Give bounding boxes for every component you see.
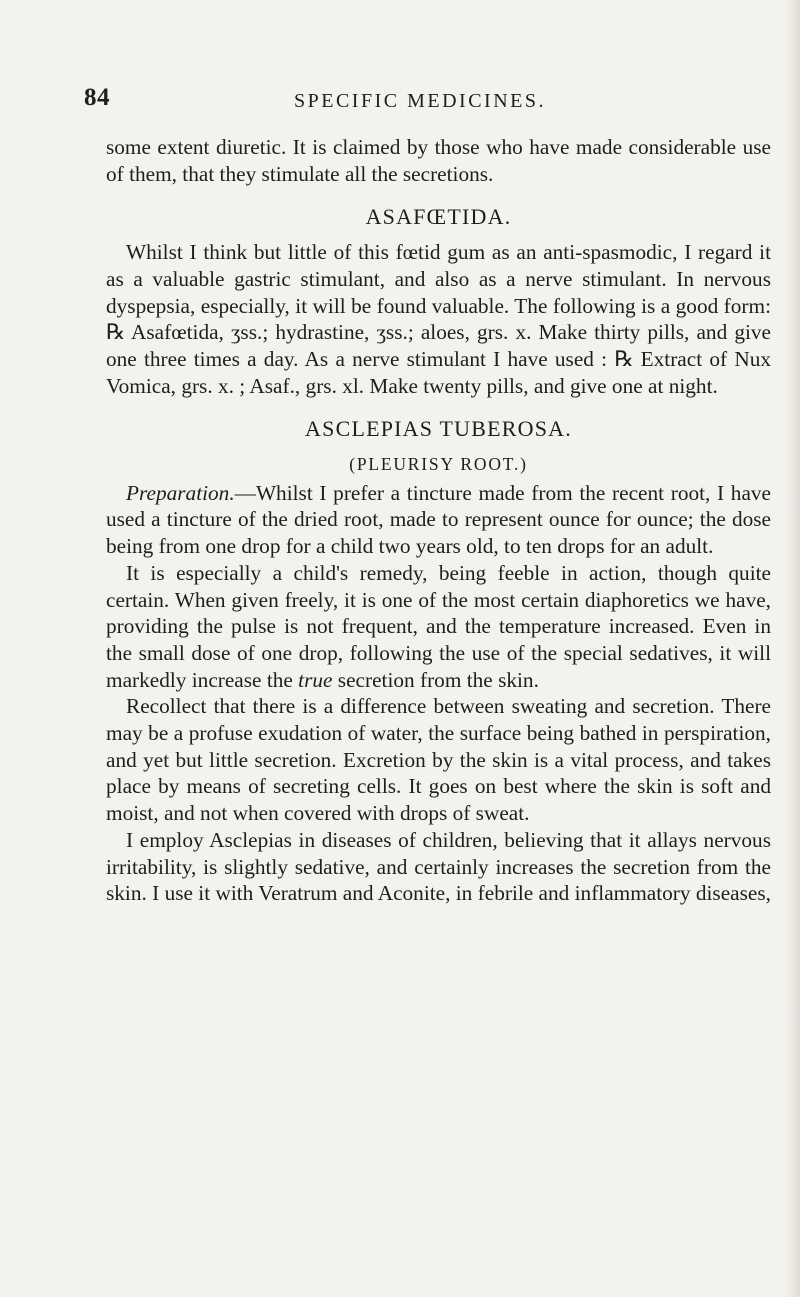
page-edge-shadow <box>786 0 800 1297</box>
running-head <box>84 84 774 114</box>
recipe-symbol: ℞ <box>614 346 634 371</box>
section-subheading-pleurisy-root: (PLEURISY ROOT.) <box>349 454 528 475</box>
childs-remedy-text-2: secretion from the skin. <box>332 667 539 692</box>
preparation-label: Preparation. <box>126 480 235 505</box>
section-heading-asclepias: ASCLEPIAS TUBEROSA. <box>305 416 572 442</box>
page-number: 84 <box>84 84 110 111</box>
asafoetida-text-2: Asafœtida, ʒss.; hydrastine, ʒss.; aloes, grs. x. Make thirty pills, and give one three times a day. As a nerve stimulant I have used : <box>106 320 771 371</box>
recipe-symbol: ℞ <box>106 320 126 345</box>
childs-remedy-paragraph <box>106 560 771 694</box>
asafoetida-text-1: Whilst I think but little of this fœtid gum as an anti-spasmodic, I regard it as a valuable gastric stimulant, and also as a nerve stimulant. In nervous dyspepsia, especially, it will be found valuable. The following is a good form: <box>106 240 771 318</box>
children-diseases-paragraph: I employ Asclepias in diseases of children, believing that it allays nervous irritability, is slightly sedative, and certainly increases the secretion from the skin. I use it with Veratrum and Aconite, in febrile and inflammatory diseases, <box>106 827 771 906</box>
continued-paragraph: some extent diuretic. It is claimed by those who have made considerable use of them, that they stimulate all the secretions. <box>106 135 771 186</box>
asafoetida-text-3: Extract of Nux Vomica, grs. x. ; Asaf., grs. xl. Make twenty pills, and give one at night. <box>106 346 771 398</box>
emphasis-true: true <box>298 667 333 692</box>
preparation-text: —Whilst I prefer a tincture made from the recent root, I have used a tincture of the dried root, made to represent ounce for ounce; the dose being from one drop for a child two years old, to ten drops for an adult. <box>106 480 771 559</box>
childs-remedy-text-1: It is especially a child's remedy, being feeble in action, though quite certain. When given freely, it is one of the most certain diaphoretics we have, providing the pulse is not frequent, and the temperature increased. Even in the small dose of one drop, following the use of the special sedatives, it will markedly increase the <box>106 560 771 692</box>
preparation-paragraph <box>106 480 771 560</box>
sweating-secretion-paragraph: Recollect that there is a difference between sweating and secretion. There may be a profuse exudation of water, the surface being bathed in perspiration, and yet but little secretion. Excretion by the skin is a vital process, and takes place by means of secreting cells. It goes on best where the skin is soft and moist, and not when covered with drops of sweat. <box>106 694 771 826</box>
running-title: SPECIFIC MEDICINES. <box>294 90 546 112</box>
section-heading-asafoetida: ASAFŒTIDA. <box>365 204 512 230</box>
asafoetida-paragraph <box>106 239 771 399</box>
body-text <box>106 134 771 907</box>
